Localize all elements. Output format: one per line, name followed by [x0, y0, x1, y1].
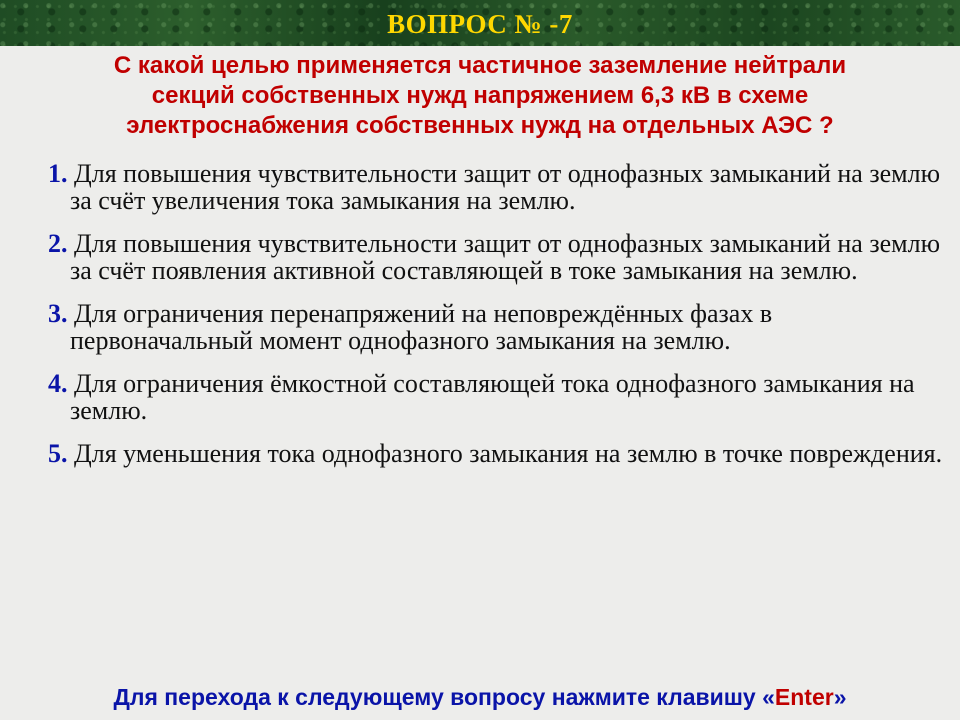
answer-text: Для ограничения ёмкостной составляющей тока однофазного замыкания на землю. [67, 369, 915, 425]
answer-option-2[interactable] [48, 230, 948, 284]
footer-text: Для перехода к следующему вопросу нажмите клавишу « [113, 684, 775, 710]
answer-number: 4. [48, 369, 68, 398]
answer-option-5[interactable] [48, 440, 948, 467]
answer-text: Для уменьшения тока однофазного замыкания на землю в точке повреждения. [67, 439, 943, 468]
question-text [20, 51, 940, 141]
footer-text-end: » [833, 684, 847, 710]
answer-option-4[interactable] [48, 370, 948, 424]
answer-number: 2. [48, 229, 68, 258]
answer-text: Для повышения чувствительности защит от однофазных замыканий на землю за счёт появления активной составляющей в токе замыкания на землю. [67, 229, 941, 285]
question-line: С какой целью применяется частичное заземление нейтрали [113, 52, 847, 79]
footer-instruction [0, 684, 960, 711]
question-number-title: ВОПРОС № -7 [387, 9, 573, 39]
answer-number: 5. [48, 439, 68, 468]
question-line: электроснабжения собственных нужд на отдельных АЭС ? [126, 112, 834, 139]
answer-text: Для повышения чувствительности защит от однофазных замыканий на землю за счёт увеличения тока замыкания на землю. [67, 159, 941, 215]
answer-option-3[interactable] [48, 300, 948, 354]
enter-key-label: Enter [774, 684, 834, 710]
answer-option-1[interactable] [48, 160, 948, 214]
answer-text: Для ограничения перенапряжений на неповреждённых фазах в первоначальный момент однофазного замыкания на землю. [67, 299, 773, 355]
answer-number: 1. [48, 159, 68, 188]
question-line: секций собственных нужд напряжением 6,3 кВ в схеме [151, 82, 809, 109]
answer-number: 3. [48, 299, 68, 328]
answer-options-list [48, 160, 948, 483]
